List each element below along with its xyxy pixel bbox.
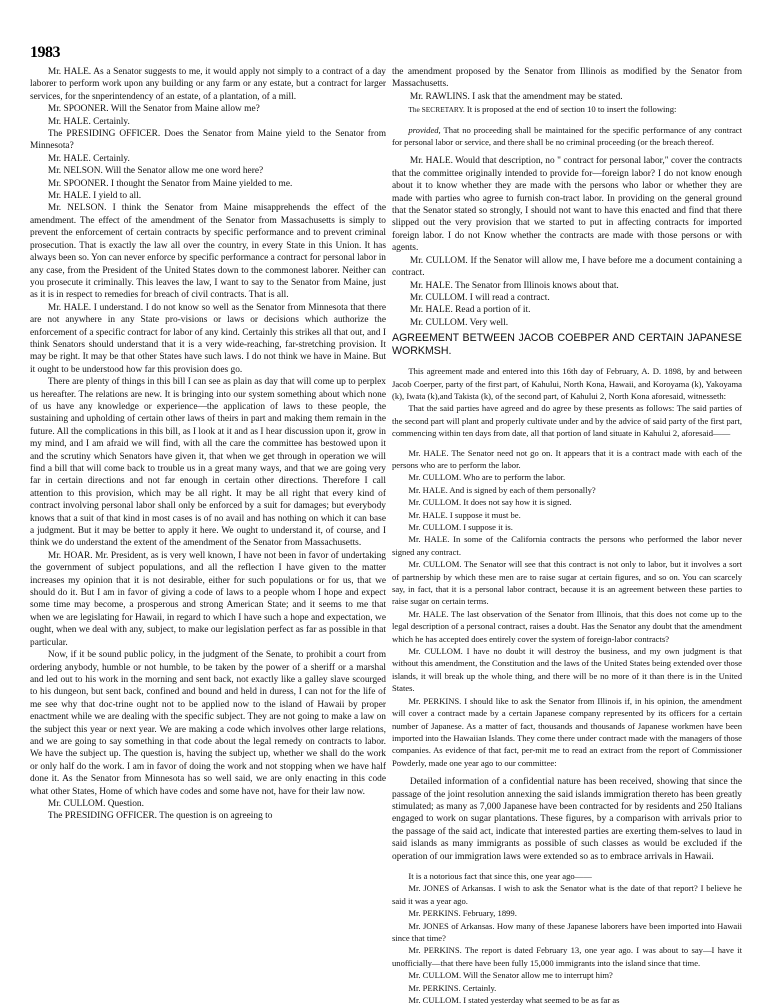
paragraph: Mr. SPOONER. I thought the Senator from Maine yielded to me. — [47, 178, 293, 189]
paragraph: Mr. SPOONER. Will the Senator from Maine allow me? — [47, 104, 260, 115]
proviso-text: That no proceeding shall be maintained for the specific performance of any contract for personal labor or service, and there shall be no criminal proceeding (or the breach thereof. — [392, 124, 742, 148]
paragraph: Mr. HALE. I yield to all. — [47, 191, 142, 202]
paragraph: Mr. HALE. As a Senator suggests to me, it would apply not simply to a contract of a day laborer to perform work upon any building or any farm or any estate, but a contract for larger services, for the snperintendency of an estate, of a plantation, of a mill. — [30, 67, 386, 102]
right-column — [392, 66, 742, 1006]
paragraph: Now, if it be sound public policy, in the judgment of the Senate, to prohibit a court from ordering anybody, humble or not humble, to be taken by the power of a sheriff or a marshal and led out to his work in the morning and sent back, not exactly like a galley slave scourged to his dungeon, but sent back, confined and bound and held in duress, I can not for the life of me see why that doc-trine ought not to be applied now to the island of Hawaii by proper enactment while we are dealing with the specific subject. They are not going to make a law on the subject this year or next year. We are making a code which involves other large relations, and we are going to say something in that code about the legal remedy on contracts to labor. We have the subject up. The question is, having the subject up, whether we shall do the work or only half do the work. I am in favor of doing the work and not stopping when we have half done it. As the Senator from Minnesota has so well said, we are only enacting in this code what other States, Home of which have codes and some have not, have for their law now. — [30, 650, 386, 797]
paragraph: Mr. JONES of Arkansas. How many of these Japanese laborers have been imported into Hawaii since that time? — [392, 920, 742, 943]
paragraph: Mr. CULLOM. I will read a contract. — [409, 292, 550, 303]
paragraph: Mr. HALE. Read a portion of it. — [409, 305, 531, 316]
paragraph: Mr. HOAR. Mr. President, as is very well known, I have not been in favor of undertaking the government of subject populations, and all the reflection I have given to the matter increases my opinion that it is not desirable, either for such populations or for us, that we should do it. But I am in favor of giving a code of laws to a people whom I hope and expect some time may become, a prosperous and strong American State; and it seems to me that when we are legislating for Hawaii, in regard to which I have such a hope and expectation, we ought, when we deal with any, subject, to make our legislation perfect as far as possible in that particular. — [30, 550, 386, 648]
paragraph: There are plenty of things in this bill I can see as plain as day that will come up to perplex us hereafter. The relations are new. It is bringing into our system something about which none of us have any knowledge or experience—the application of laws to these people, the sustaining and upholding of certain other laws of theirs in part and making them remain in the future. All the complications in this bill, as I look at it and as I hear discussion upon it, grow in my mind, and I am afraid we will find, with all the care the committee has bestowed upon it and the scrutiny which Senators have given it, that when we get through in operation we will find a bill that will come back to trouble us in a great many ways, and that we are going very far in certain directions and not far enough in certain other directions. Therefore I call attention to this provision, which may be all right. It may be all right that every kind of contract involving personal labor shall only be enforced by a suit for damages; but everybody knows that a suit of that kind in most cases is of no avail and has nothing on which it can base a judgment. But it may be better to apply it here. We ought to understand it, of course, and I think we do understand the extent of the amendment of the Senator from Massachusetts. — [30, 377, 386, 549]
paragraph: Mr. CULLOM. If the Senator will allow me, I have before me a document containing a contract. — [392, 255, 742, 279]
paragraph: Mr. CULLOM. I have no doubt it will destroy the business, and my own judgment is that without this amendment, the Constitution and the laws of the United States being extended over those islands, it will break up the whole thing, and there will be no more of it than there is in the United States. — [392, 646, 742, 694]
paragraph: Mr. HALE. In some of the California contracts the persons who performed the labor never signed any contract. — [392, 534, 742, 557]
agreement-heading: AGREEMENT BETWEEN JACOB COEBPER AND CERTAIN JAPANESE WORKMSH. — [392, 332, 742, 358]
proviso-label: provided, — [408, 124, 441, 135]
paragraph: Mr. CULLOM. I stated yesterday what seemed to be as far as — [408, 995, 620, 1006]
paragraph: the amendment proposed by the Senator from Illinois as modified by the Senator from Massachusetts. — [392, 67, 742, 90]
paragraph: Mr. RAWLINS. I ask that the amendment may be stated. — [409, 91, 623, 102]
paragraph: Mr. HALE. The Senator need not go on. It appears that it is a contract made with each of the persons who are to perform the labor. — [392, 447, 742, 470]
paragraph: It is a notorious fact that since this, one year ago—— — [408, 870, 592, 881]
paragraph: Mr. PERKINS. The report is dated February 13, one year ago. I was about to say—I have it unofficially—that there have been fully 15,000 immigrants into the island since that time. — [392, 945, 742, 968]
speaker-label: The SECRETARY. — [408, 105, 465, 115]
left-column — [30, 66, 386, 984]
paragraph: Mr. HALE. The last observation of the Senator from Illinois, that this does not come up to the legal description of a personal contract, raises a doubt. Has the Senator any doubt that the amendment which he has accepted does entirely cover the system of foreign-labor contracts? — [392, 608, 742, 644]
paragraph: Mr. CULLOM. Question. — [47, 798, 144, 809]
clerk-text: It is proposed at the end of section 10 to insert the following: — [466, 104, 677, 115]
paragraph: Mr. HALE. And is signed by each of them personally? — [408, 484, 596, 495]
paragraph: Mr. CULLOM. Very well. — [409, 317, 509, 328]
paragraph: The PRESIDING OFFICER. Does the Senator from Maine yield to the Senator from Minnesota? — [30, 129, 386, 152]
agreement-paragraph: That the said parties have agreed and do agree by these presents as follows: The said parties of the second part will plant and properly cultivate under and by the advice of said party of the first part, commencing within ten days from date, all that portion of land situate in Kahului 2, aforesaid—— — [392, 403, 742, 439]
paragraph: Mr. NELSON. I think the Senator from Maine misapprehends the effect of the amendment. The effect of the amendment of the Senator from Massachusetts is simply to prevent the enforcement of certain contracts by specific performance and to prevent criminal prosecution. That is exactly the law all over the country, in every State in this Union. It has always been so. Yon can never enforce by specific performance a contract for personal labor in any case, from the President of the United States down to the commonest laborer. Neither can you prosecute it criminally. This leaves the law, I want to say to the Senator from Maine, just as it is in respect to remedies for breach of civil contracts. That is all. — [30, 203, 386, 301]
page-number: 1983 — [30, 44, 60, 61]
paragraph: Mr. JONES of Arkansas. I wish to ask the Senator what is the date of that report? I believe he said it was a year ago. — [392, 883, 742, 906]
paragraph: Mr. PERKINS. Certainly. — [408, 982, 497, 993]
paragraph: Mr. HALE. I suppose it must be. — [408, 509, 521, 520]
paragraph: Mr. PERKINS. I should like to ask the Senator from Illinois if, in his opinion, the amendment will cover a contract made by a certain Japanese company represented by its officers for a certain number of Japanese. As a matter of fact, thousands and thousands of Japanese workmen have been imported into the Hawaiian Islands. They come there under contract made with the managers of those companies. As evidence of that fact, per-mit me to read an extract from the report of Commissioner Powderly, made one year ago to our committee: — [392, 695, 742, 768]
paragraph: Mr. CULLOM. Who are to perform the labor. — [408, 472, 566, 483]
paragraph: Mr. HALE. I understand. I do not know so well as the Senator from Minnesota that there are not anywhere in any State pro-visions or laws or decisions which authorize the enforcement of a specific contract for labor of any kind. Certainly this strikes all that out, and I think Senators should understand that it is a very wide-reaching, far-stretching provision. It may be right. It may be that other States have such laws. I do not think we have in Maine. But it ought to be understood how far this provision does go. — [30, 302, 386, 375]
paragraph: Mr. CULLOM. It does not say how it is signed. — [408, 497, 572, 508]
paragraph: Mr. PERKINS. February, 1899. — [408, 908, 517, 919]
paragraph: Mr. HALE. The Senator from Illinois knows about that. — [409, 280, 619, 291]
paragraph: Mr. HALE. Would that description, no " contract for personal labor," cover the contracts that the committee originally intended to provide for—foreign labor? I do not know enough about it to know whether they are made with the persons who labor or whether they are made with parties who agree to furnish con-tract labor. In providing on the general ground that the Senator stated so strongly, I should not want to have this enacted and find that there slipped out the very provision that we started to put in affecting contracts for imported foreign labor. I do not Know whether the contracts are made with those persons or with agents. — [392, 156, 742, 254]
paragraph: Mr. CULLOM. I suppose it is. — [408, 522, 513, 532]
amendment-text — [392, 124, 742, 149]
paragraph: Mr. NELSON. Will the Senator allow me one word here? — [47, 166, 264, 177]
paragraph: Mr. CULLOM. The Senator will see that this contract is not only to labor, but it involves a sort of partnership by which these men are to raise sugar at certain figures, and so on. You can scarcely say, in fact, that it is a personal labor contract, because it is an agreement between these parties to raise sugar on certain terms. — [392, 559, 742, 607]
paragraph: Mr. HALE. Certainly. — [47, 153, 130, 164]
paragraph: Mr. HALE. Certainly. — [47, 116, 130, 127]
clerk-reading — [392, 103, 742, 116]
paragraph: Mr. CULLOM. Will the Senator allow me to interrupt him? — [408, 970, 613, 981]
report-extract: Detailed information of a confidential nature has been received, showing that since the passage of the joint resolution annexing the said islands immigration thereto has been greatly stimulated; as many as 7,000 Japanese have been contracted for by residents and 250 Italians engaged to work on sugar plantations. These figures, by a comparison with arrivals prior to the passage of the said act, indicate that interested parties are exerting them-selves to laud in said islands as many immigrants as possible of such classes as would be excluded if the operation of our immigration laws were extended so as to embrace arrivals in Hawaii. — [392, 777, 742, 862]
paragraph: The PRESIDING OFFICER. The question is on agreeing to — [47, 811, 273, 822]
agreement-paragraph: This agreement made and entered into this 16th day of February, A. D. 1898, by and between Jacob Coerper, party of the first part, of Kahului, North Kona, Hawaii, and Koroyama (k), Yakoyama (k), Iwata (k),and Takista (k), of the second part, of Kahului 2, North Kona aforesaid, witnesseth: — [392, 366, 742, 401]
